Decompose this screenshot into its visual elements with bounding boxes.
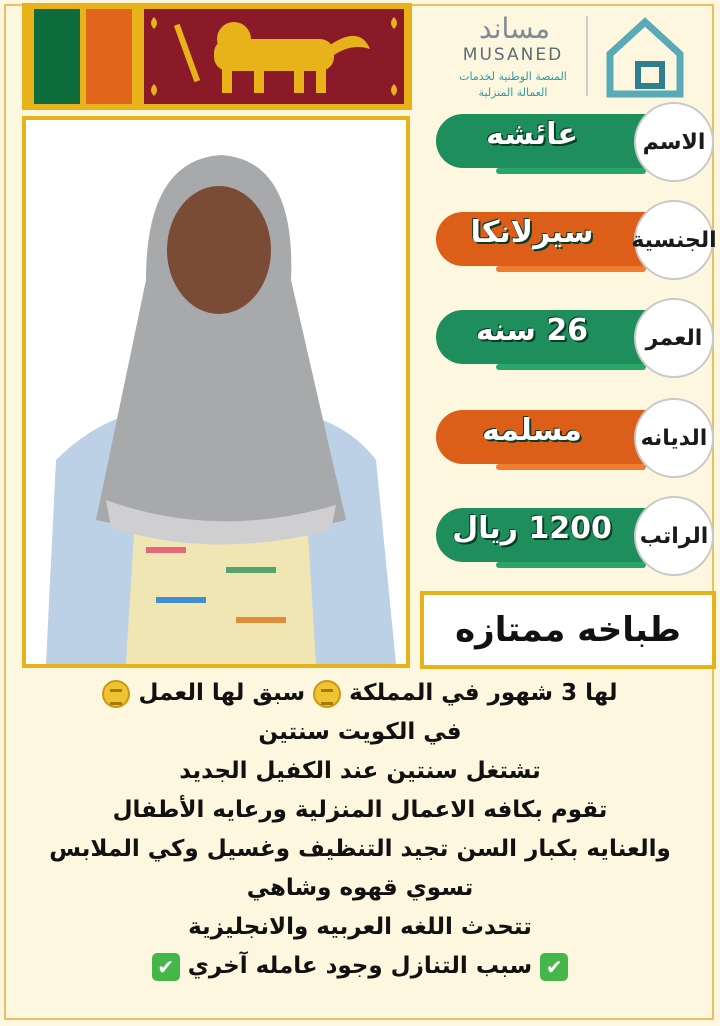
sri-lanka-flag (22, 3, 412, 110)
description-line (10, 674, 710, 713)
worker-photo (22, 116, 410, 668)
profile-row-name (434, 102, 716, 184)
job-title-box (420, 591, 716, 669)
check-mark-icon: ✔ (540, 953, 568, 981)
nationality-label: الجنسية (631, 227, 717, 253)
description-block (10, 674, 710, 986)
logo-divider (586, 16, 588, 96)
label-circle (634, 496, 714, 576)
flag-orange-stripe (86, 9, 132, 104)
description-line: تقوم بكافه الاعمال المنزلية ورعايه الأطفال (112, 797, 608, 823)
profile-row-age (434, 298, 716, 380)
description-line: تشتغل سنتين عند الكفيل الجديد (179, 758, 541, 784)
description-line: تسوي قهوه وشاهي (246, 875, 474, 901)
musaned-logo (440, 12, 700, 102)
profile-row-nationality (434, 200, 716, 282)
worker-portrait-icon (26, 120, 406, 664)
name-label: الاسم (642, 129, 706, 155)
house-logo-icon (600, 14, 690, 100)
flag-green-stripe (34, 9, 80, 104)
job-title: طباخه ممتازه (455, 610, 681, 650)
age-label: العمر (645, 325, 703, 351)
profile-row-religion (434, 398, 716, 480)
religion-value: مسلمه (482, 413, 582, 448)
salary-label: الراتب (639, 523, 709, 549)
logo-tagline-2: العمالة المنزلية (478, 86, 548, 99)
label-circle (634, 102, 714, 182)
coin-icon (102, 680, 130, 708)
logo-brand-arabic: مساند (479, 12, 550, 45)
label-circle (634, 398, 714, 478)
description-text: لها 3 شهور في المملكة (349, 680, 618, 706)
description-line: والعنايه بكبار السن تجيد التنظيف وغسيل وكي الملابس (49, 836, 671, 862)
salary-value: 1200 ريال (452, 511, 612, 546)
coin-icon (313, 680, 341, 708)
logo-tagline-1: المنصة الوطنية لخدمات (459, 70, 567, 83)
nationality-value: سيرلانكا (470, 215, 594, 250)
label-circle (634, 298, 714, 378)
description-line: في الكويت سنتين (258, 719, 462, 745)
religion-label: الديانه (640, 425, 708, 451)
description-line (10, 947, 710, 986)
description-text: سبق لها العمل (138, 680, 306, 706)
logo-brand-english: MUSANED (462, 45, 564, 65)
lion-emblem-icon (144, 9, 404, 104)
name-value: عائشه (486, 117, 578, 152)
check-mark-icon: ✔ (152, 953, 180, 981)
profile-row-salary (434, 496, 716, 578)
label-circle (631, 200, 717, 280)
age-value: 26 سنه (475, 313, 589, 348)
description-line: تتحدث اللغه العربيه والانجليزية (188, 914, 532, 940)
description-text: سبب التنازل وجود عامله آخري (187, 953, 533, 979)
